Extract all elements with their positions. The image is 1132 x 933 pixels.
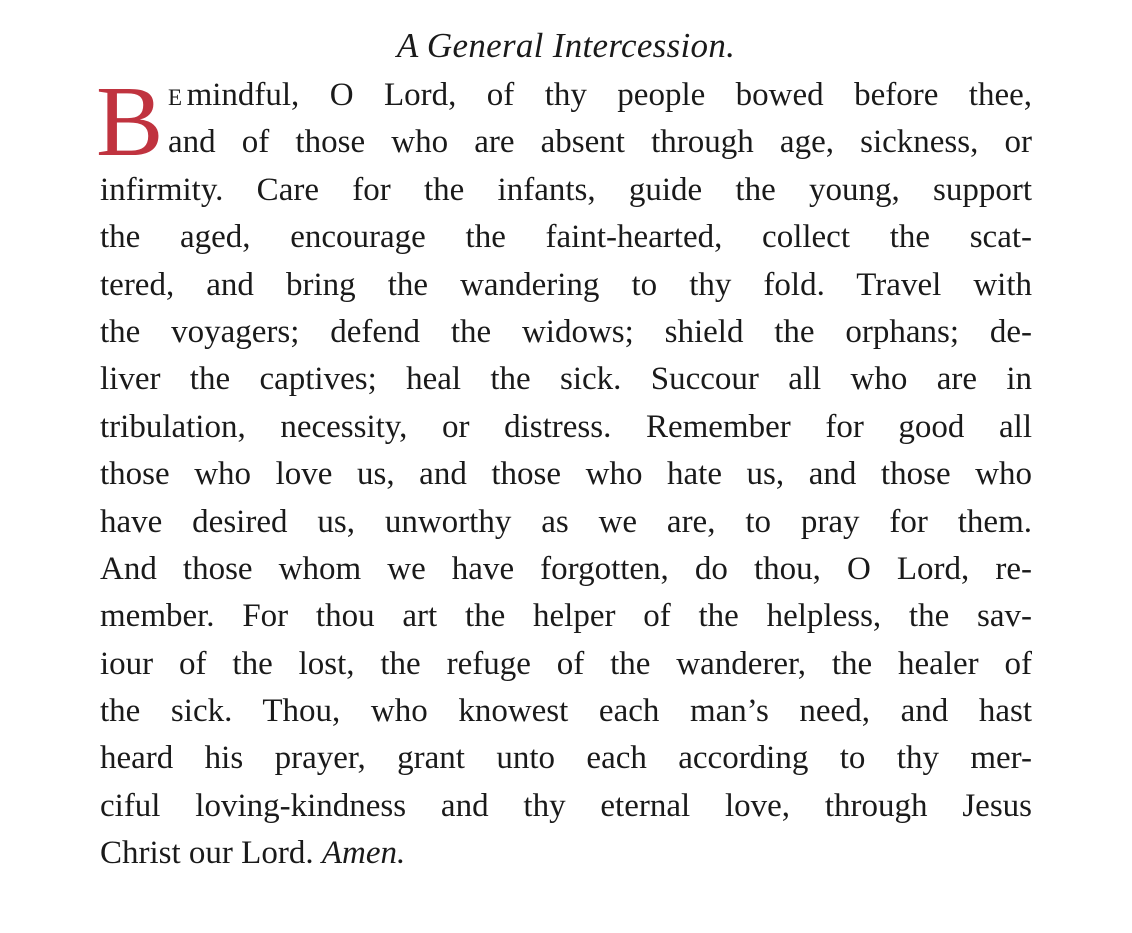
body-line: the sick. Thou, who knowest each man’s need, and hast: [100, 693, 1032, 730]
body-line: those who love us, and those who hate us, and those who: [100, 456, 1032, 493]
body-line: infirmity. Care for the infants, guide the young, support: [100, 171, 1032, 208]
body-line: member. For thou art the helper of the helpless, the sav-: [100, 598, 1032, 635]
body-line: And those whom we have forgotten, do thou, O Lord, re-: [100, 550, 1032, 587]
drop-cap: B: [96, 65, 164, 177]
body-line: iour of the lost, the refuge of the wanderer, the healer of: [100, 645, 1032, 682]
body-line: have desired us, unworthy as we are, to pray for them.: [100, 503, 1032, 540]
prayer-body: [96, 65, 1032, 878]
small-cap: E: [168, 85, 183, 110]
body-line-text: Christ our Lord.: [100, 835, 314, 872]
body-line-text: mindful, O Lord, of thy people bowed before thee,: [186, 77, 1032, 113]
body-line: heard his prayer, grant unto each according to thy mer-: [100, 740, 1032, 777]
body-line: [100, 72, 1032, 119]
body-line-final: [100, 830, 1032, 877]
body-line: tribulation, necessity, or distress. Remember for good all: [100, 408, 1032, 445]
body-line: ciful loving-kindness and thy eternal love, through Jesus: [100, 787, 1032, 824]
body-line: and of those who are absent through age, sickness, or: [168, 124, 1032, 161]
body-line: the voyagers; defend the widows; shield the orphans; de-: [100, 313, 1032, 350]
prayer-title: A General Intercession.: [396, 26, 736, 65]
body-line: the aged, encourage the faint-hearted, collect the scat-: [100, 219, 1032, 256]
body-line: liver the captives; heal the sick. Succour all who are in: [100, 361, 1032, 398]
amen: Amen.: [321, 835, 406, 872]
body-line: tered, and bring the wandering to thy fold. Travel with: [100, 266, 1032, 303]
